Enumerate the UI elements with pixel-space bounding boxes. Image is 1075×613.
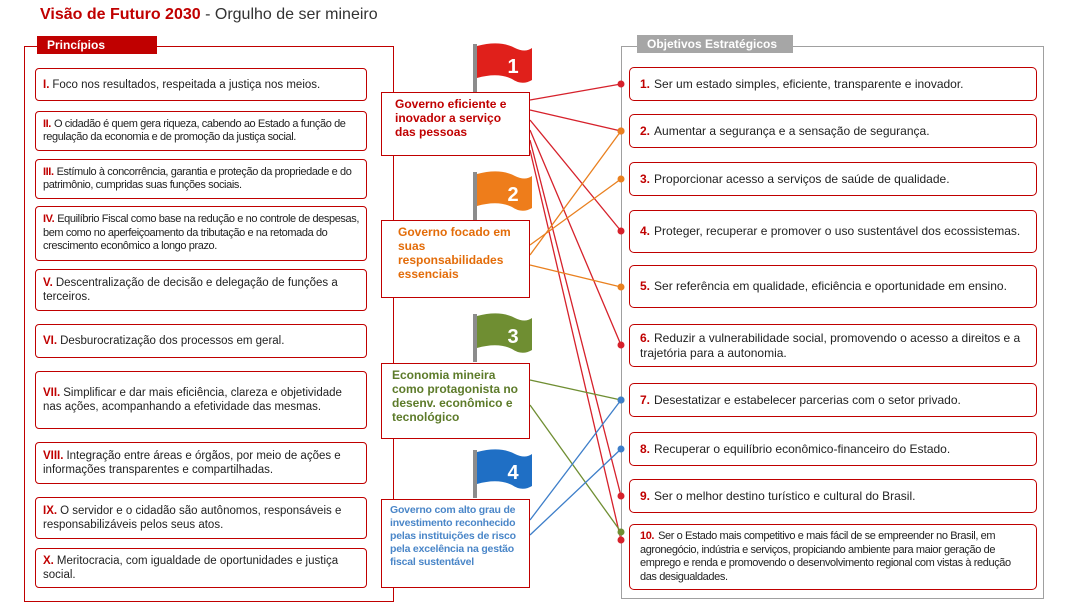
principles-header: Princípios [37, 36, 157, 54]
objective-num: 7. [640, 392, 651, 407]
connector-dot [618, 493, 625, 500]
principle-text: O servidor e o cidadão são autônomos, responsáveis e responsabilizáveis pelos seus atos. [43, 505, 342, 531]
principle-num: IV. [43, 213, 55, 226]
title-subtitle: - Orgulho de ser mineiro [200, 6, 378, 23]
principle-num: II. [43, 117, 51, 130]
objective-num: 4. [640, 224, 651, 238]
objective-item-5 [629, 265, 1037, 308]
connector-line [530, 150, 621, 540]
objective-text: Reduzir a vulnerabilidade social, promovendo o acesso a direitos e a trajetória para a autonomia. [640, 330, 1021, 360]
principle-text: Simplificar e dar mais eficiência, clareza e objetividade nas ações, acompanhando a efetividade das mesmas. [43, 387, 342, 413]
flag-1-shape [477, 43, 532, 82]
connector-dot [618, 397, 625, 404]
connector-line [530, 405, 621, 532]
principle-item-7 [35, 371, 367, 429]
connector-dot [618, 176, 625, 183]
flag-2-icon [470, 170, 536, 220]
objective-item-1 [629, 67, 1037, 101]
objective-num: 6. [640, 330, 651, 345]
objective-num: 10. [640, 530, 655, 542]
goal-box-3: Economia mineira como protagonista no desenv. econômico e tecnológico [381, 363, 530, 439]
connector-dot [618, 342, 625, 349]
objective-num: 9. [640, 488, 651, 503]
flag-3-icon [470, 312, 536, 362]
principle-num: I. [43, 78, 50, 91]
goal-box-1: Governo eficiente e inovador a serviço das pessoas [381, 92, 530, 156]
principle-text: Foco nos resultados, respeitada a justiça nos meios. [52, 78, 321, 91]
connector-dot [618, 446, 625, 453]
connector-line [530, 400, 621, 520]
flag-2-number: 2 [507, 184, 519, 206]
connector-dot [618, 537, 625, 544]
objective-item-7 [629, 383, 1037, 417]
objective-text: Proporcionar acesso a serviços de saúde de qualidade. [654, 171, 950, 186]
connector-line [530, 179, 621, 245]
objective-text: Proteger, recuperar e promover o uso sustentável dos ecossistemas. [654, 224, 1021, 238]
principle-item-6 [35, 324, 367, 358]
principle-item-3 [35, 159, 367, 199]
title-bold: Visão de Futuro 2030 [40, 6, 201, 23]
objective-num: 8. [640, 441, 651, 456]
connector-line [530, 449, 621, 535]
flag-1-icon [470, 42, 536, 92]
objective-item-2 [629, 114, 1037, 148]
connector-dot [618, 81, 625, 88]
principle-text: Meritocracia, com igualdade de oportunidades e justiça social. [43, 555, 339, 581]
principle-num: VIII. [43, 450, 64, 462]
principle-item-5 [35, 269, 367, 311]
objective-text: Aumentar a segurança e a sensação de segurança. [654, 123, 930, 138]
objective-num: 1. [640, 76, 651, 91]
connector-dot [618, 284, 625, 291]
objective-text: Recuperar o equilíbrio econômico-financeiro do Estado. [654, 441, 951, 456]
principle-num: VII. [43, 387, 61, 399]
objective-num: 3. [640, 171, 651, 186]
flag-3-number: 3 [507, 326, 519, 348]
objective-text: Ser o melhor destino turístico e cultural do Brasil. [654, 488, 916, 503]
objective-text: Ser referência em qualidade, eficiência e oportunidade em ensino. [654, 279, 1007, 293]
principle-item-1 [35, 68, 367, 101]
connector-line [530, 120, 621, 231]
principle-text: Descentralização de decisão e delegação de funções a terceiros. [43, 277, 338, 303]
goal-box-4: Governo com alto grau de investimento reconhecido pelas instituições de risco pela excelência na gestão fiscal sustentável [381, 499, 530, 588]
principle-text: O cidadão é quem gera riqueza, cabendo ao Estado a função de regulação da economia e de promoção da justiça social. [43, 117, 346, 143]
principle-num: X. [43, 555, 54, 567]
flag-1-number: 1 [507, 56, 519, 78]
objective-text: Desestatizar e estabelecer parcerias com o setor privado. [654, 392, 961, 407]
objective-item-10 [629, 524, 1037, 590]
principle-item-8 [35, 442, 367, 484]
connector-line [530, 380, 621, 400]
flag-4-icon [470, 448, 536, 498]
principle-num: III. [43, 165, 54, 178]
objective-item-8 [629, 432, 1037, 466]
flag-3-shape [477, 313, 532, 352]
connector-dot [618, 529, 625, 536]
flag-2-shape [477, 171, 532, 210]
principle-num: VI. [43, 335, 58, 347]
connector-line [530, 84, 621, 100]
principle-item-9 [35, 497, 367, 539]
objective-item-9 [629, 479, 1037, 513]
principle-item-10 [35, 548, 367, 588]
objective-item-6 [629, 324, 1037, 367]
connector-line [530, 110, 621, 131]
principle-item-2 [35, 111, 367, 151]
connector-dot [618, 228, 625, 235]
principle-text: Desburocratização dos processos em geral. [60, 335, 285, 347]
principle-item-4 [35, 206, 367, 261]
principle-text: Estímulo à concorrência, garantia e proteção da propriedade e do patrimônio, cumpridas suas funções sociais. [43, 165, 352, 191]
flag-4-number: 4 [507, 462, 519, 484]
objectives-header: Objetivos Estratégicos [637, 35, 793, 53]
objective-num: 5. [640, 279, 651, 293]
objective-item-3 [629, 162, 1037, 196]
goal-box-2: Governo focado em suas responsabilidades essenciais [381, 220, 530, 298]
connector-line [530, 265, 621, 287]
objective-num: 2. [640, 123, 651, 138]
objective-text: Ser o Estado mais competitivo e mais fácil de se empreender no Brasil, em agronegócio, indústria e serviços, propiciando ambiente para maior geração de emprego e renda e promovendo o desenvolvimento regional com vistas à redução das desigualdades. [640, 530, 1011, 583]
connector-dot [618, 128, 625, 135]
connector-line [530, 130, 621, 345]
flag-4-shape [477, 449, 532, 488]
principle-num: V. [43, 277, 53, 289]
principle-text: Equilíbrio Fiscal como base na redução e no controle de despesas, bem como no aperfeiçoamento da tributação e na retomada do crescimento econômico a longo prazo. [43, 213, 359, 253]
principle-text: Integração entre áreas e órgãos, por meio de ações e informações transparentes e compartilhadas. [43, 450, 341, 476]
objective-item-4 [629, 210, 1037, 253]
principle-num: IX. [43, 505, 58, 517]
objective-text: Ser um estado simples, eficiente, transparente e inovador. [654, 76, 964, 91]
